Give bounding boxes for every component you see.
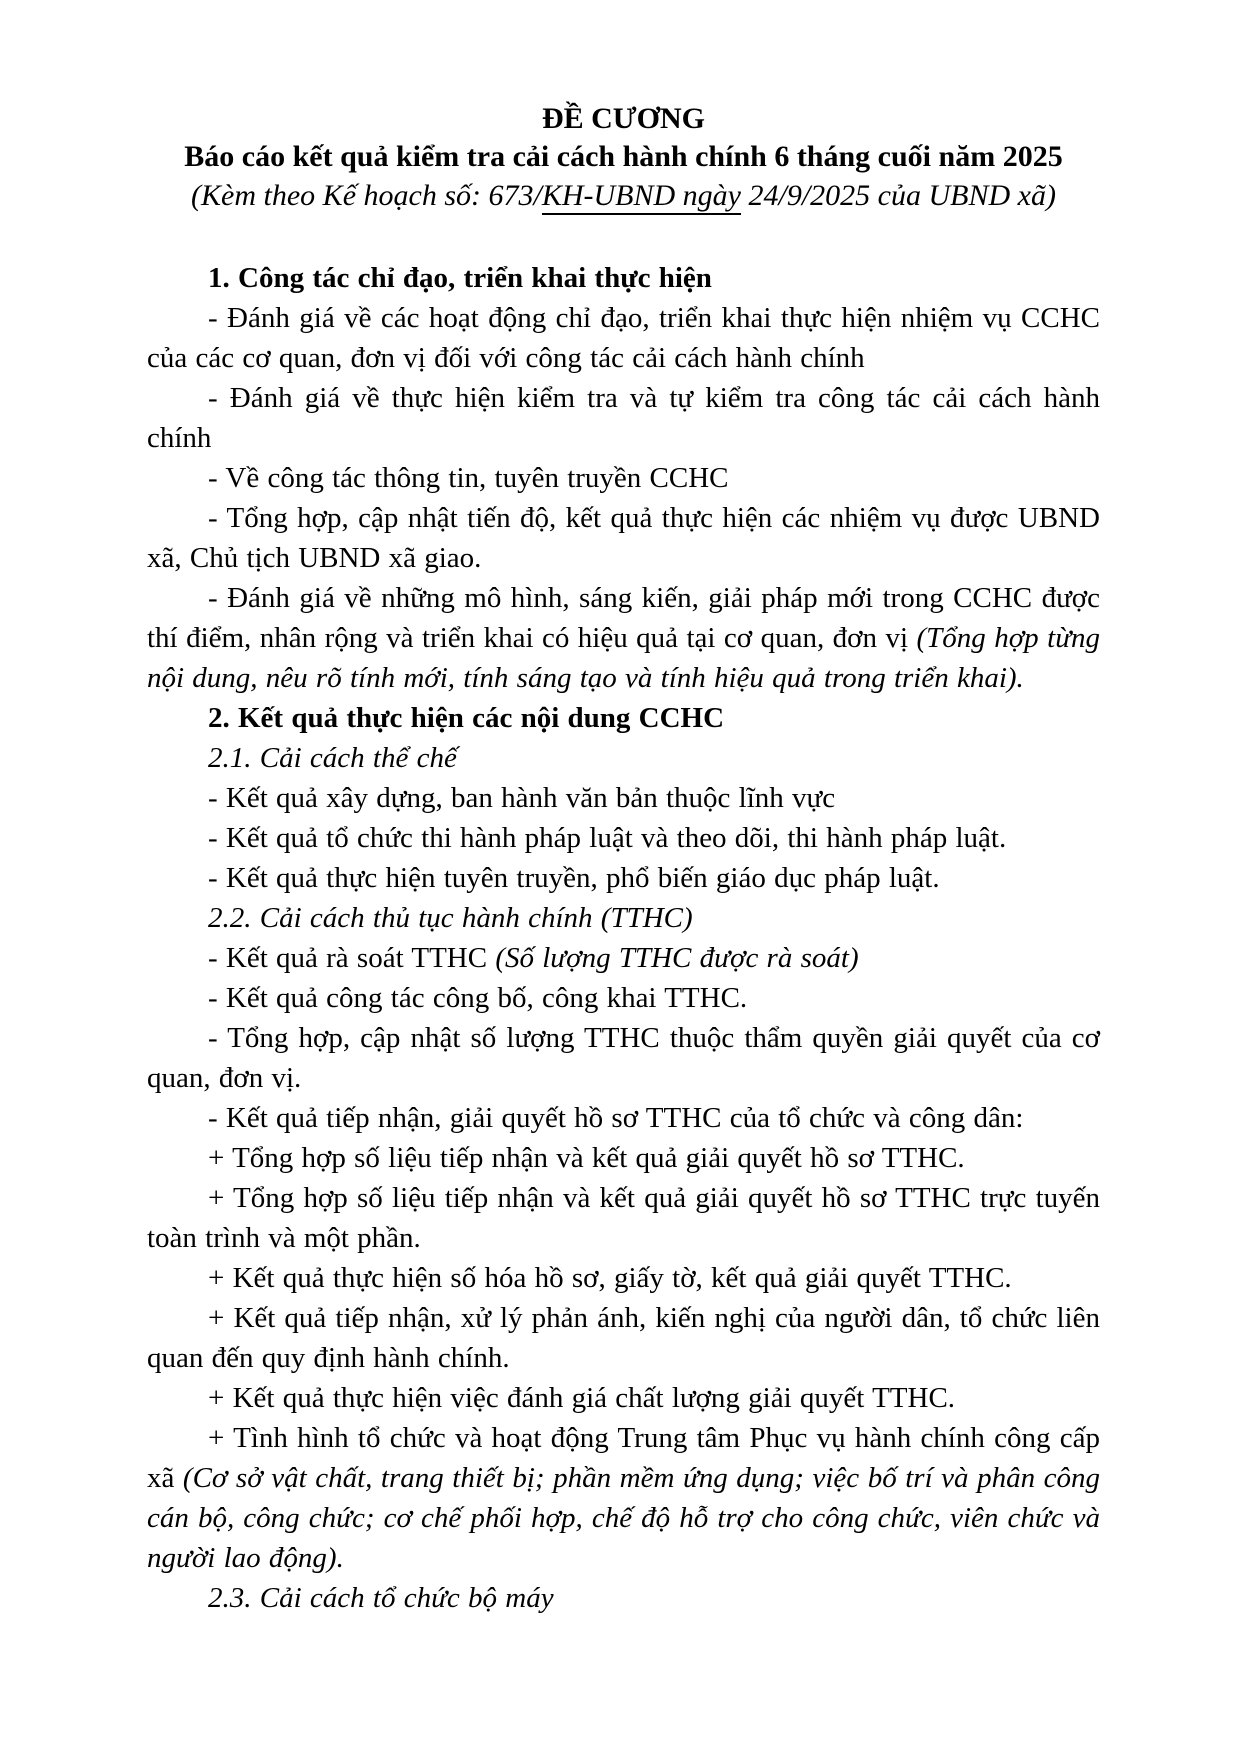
text-run: + Kết quả thực hiện số hóa hồ sơ, giấy tờ, kết quả giải quyết TTHC.: [208, 1262, 1012, 1294]
dash-item: [147, 1098, 1100, 1138]
text-run: + Tình hình tổ chức và hoạt động Trung tâm Phục vụ hành chính công cấp xã: [147, 1422, 1100, 1494]
text-run: - Kết quả rà soát TTHC: [208, 942, 496, 974]
heading-section-2: [147, 698, 1100, 738]
text-run: - Tổng hợp, cập nhật số lượng TTHC thuộc thẩm quyền giải quyết của cơ quan, đơn vị.: [147, 1022, 1100, 1094]
text-run: + Kết quả thực hiện việc đánh giá chất lượng giải quyết TTHC.: [208, 1382, 956, 1414]
heading-subsection-2-3: [147, 1578, 1100, 1618]
heading-section-1: [147, 258, 1100, 298]
text-run: - Đánh giá về thực hiện kiểm tra và tự kiểm tra công tác cải cách hành chính: [147, 382, 1100, 454]
text-run: - Đánh giá về các hoạt động chỉ đạo, triển khai thực hiện nhiệm vụ CCHC của các cơ quan, đơn vị đối với công tác cải cách hành chính: [147, 302, 1100, 374]
text-run: 2.3. Cải cách tổ chức bộ máy: [208, 1582, 554, 1614]
reference-line-suffix: 24/9/2025 của UBND xã): [740, 179, 1056, 212]
text-run: - Tổng hợp, cập nhật tiến độ, kết quả thực hiện các nhiệm vụ được UBND xã, Chủ tịch UBND xã giao.: [147, 502, 1100, 574]
text-run: + Tổng hợp số liệu tiếp nhận và kết quả giải quyết hồ sơ TTHC trực tuyến toàn trình và một phần.: [147, 1182, 1100, 1254]
dash-item: [147, 978, 1100, 1018]
text-run: - Kết quả thực hiện tuyên truyền, phổ biến giáo dục pháp luật.: [208, 862, 940, 894]
heading-subsection-2-1: [147, 738, 1100, 778]
dash-item: [147, 818, 1100, 858]
plus-item: [147, 1298, 1100, 1378]
text-run: - Kết quả công tác công bố, công khai TTHC.: [208, 982, 748, 1014]
plus-item: [147, 1178, 1100, 1258]
plus-item: [147, 1258, 1100, 1298]
heading-subsection-2-2: [147, 898, 1100, 938]
text-run: + Tổng hợp số liệu tiếp nhận và kết quả giải quyết hồ sơ TTHC.: [208, 1142, 965, 1174]
document-subtitle: Báo cáo kết quả kiểm tra cải cách hành chính 6 tháng cuối năm 2025: [184, 140, 1063, 173]
text-run: - Kết quả tổ chức thi hành pháp luật và theo dõi, thi hành pháp luật.: [208, 822, 1007, 854]
document-title: ĐỀ CƯƠNG: [541, 102, 706, 135]
text-run: - Kết quả tiếp nhận, giải quyết hồ sơ TTHC của tổ chức và công dân:: [208, 1102, 1024, 1134]
text-run: (Tổng hợp từng nội dung, nêu rõ tính mới, tính sáng tạo và tính hiệu quả trong triển khai).: [147, 622, 1101, 694]
dash-item: [147, 578, 1100, 698]
text-run: (Số lượng TTHC được rà soát): [495, 942, 859, 974]
dash-item: [147, 858, 1100, 898]
text-run: 2.1. Cải cách thể chế: [208, 742, 457, 774]
text-run: - Kết quả xây dựng, ban hành văn bản thuộc lĩnh vực: [208, 782, 836, 814]
plus-item: [147, 1138, 1100, 1178]
text-run: - Về công tác thông tin, tuyên truyền CCHC: [208, 462, 729, 494]
dash-item: [147, 378, 1100, 458]
dash-item: [147, 298, 1100, 378]
dash-item: [147, 498, 1100, 578]
plus-item: [147, 1378, 1100, 1418]
dash-item: [147, 458, 1100, 498]
text-run: 1. Công tác chỉ đạo, triển khai thực hiện: [208, 262, 712, 294]
text-run: (Cơ sở vật chất, trang thiết bị; phần mềm ứng dụng; việc bố trí và phân công cán bộ, công chức; cơ chế phối hợp, chế độ hỗ trợ cho công chức, viên chức và người lao động).: [147, 1462, 1101, 1574]
document-body: [147, 258, 1100, 1618]
text-run: - Đánh giá về những mô hình, sáng kiến, giải pháp mới trong CCHC được thí điểm, nhân rộng và triển khai có hiệu quả tại cơ quan, đơn vị: [147, 582, 1100, 654]
plus-item: [147, 1418, 1100, 1578]
text-run: 2.2. Cải cách thủ tục hành chính (TTHC): [208, 902, 693, 934]
dash-item: [147, 1018, 1100, 1098]
dash-item: [147, 938, 1100, 978]
dash-item: [147, 778, 1100, 818]
text-run: 2. Kết quả thực hiện các nội dung CCHC: [208, 702, 725, 734]
text-run: + Kết quả tiếp nhận, xử lý phản ánh, kiến nghị của người dân, tổ chức liên quan đến quy định hành chính.: [147, 1302, 1100, 1374]
reference-line-underlined-text: KH-UBND ngày: [542, 179, 741, 215]
reference-line: [147, 176, 1100, 216]
reference-line-prefix: (Kèm theo Kế hoạch số: 673/: [191, 179, 542, 212]
